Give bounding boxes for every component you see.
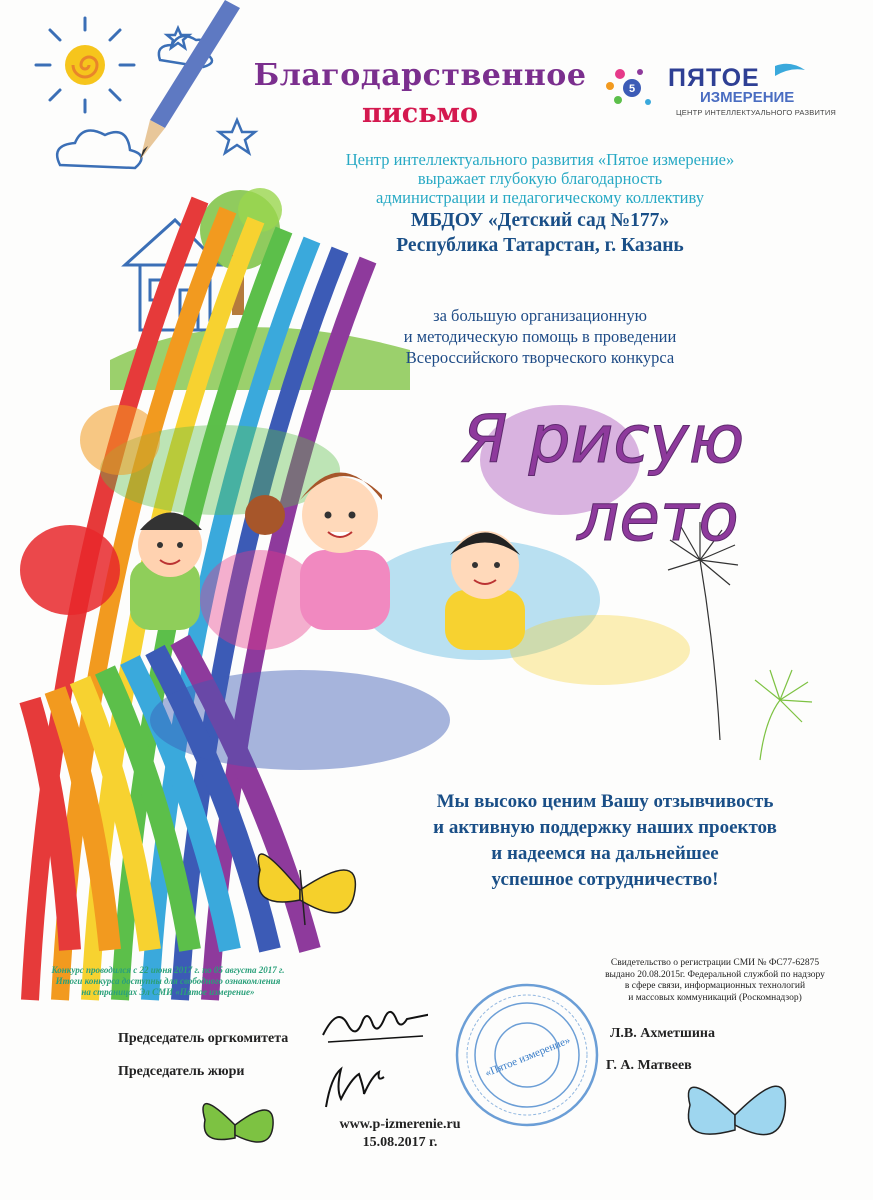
note-line: Итоги конкурса доступны для свободного ознакомления bbox=[55, 976, 281, 986]
contest-title-line1: Я рисую bbox=[461, 401, 745, 478]
note-line: и массовых коммуникаций (Роскомнадзор) bbox=[628, 992, 802, 1003]
logo-badge-number: 5 bbox=[628, 83, 636, 95]
contest-title-lettering bbox=[398, 390, 818, 560]
logo-name-second: ИЗМЕРЕНИЕ bbox=[700, 89, 795, 106]
note-line: Конкурс проводился с 22 июня 2017 г. по 05 августа 2017 г. bbox=[51, 965, 285, 975]
recipient-block bbox=[340, 208, 740, 258]
official-stamp bbox=[452, 980, 602, 1130]
dandelion-green-icon bbox=[755, 670, 812, 760]
butterfly-green-icon bbox=[203, 1104, 273, 1142]
closing-line: Мы высоко ценим Вашу отзывчивость bbox=[436, 791, 774, 812]
reason-line: и методическую помощь в проведении bbox=[403, 327, 677, 346]
intro-text bbox=[290, 150, 790, 207]
recipient-organization: МБДОУ «Детский сад №177» bbox=[410, 210, 670, 231]
closing-line: успешное сотрудничество! bbox=[491, 869, 719, 890]
intro-line: выражает глубокую благодарность bbox=[417, 169, 663, 188]
sun-icon bbox=[36, 18, 134, 112]
logo-tagline: ЦЕНТР ИНТЕЛЛЕКТУАЛЬНОГО РАЗВИТИЯ bbox=[676, 108, 837, 117]
signature-chair-org bbox=[318, 1000, 428, 1050]
document-title: Благодарственное bbox=[253, 58, 587, 93]
signature-chair-jury bbox=[318, 1062, 388, 1112]
child-figure-left bbox=[130, 513, 202, 631]
intro-line: Центр интеллектуального развития «Пятое измерение» bbox=[345, 150, 735, 169]
reason-text bbox=[330, 305, 750, 368]
note-line: Свидетельство о регистрации СМИ № ФС77-62875 bbox=[610, 958, 820, 968]
reason-line: Всероссийского творческого конкурса bbox=[405, 348, 675, 367]
closing-line: и активную поддержку наших проектов bbox=[433, 817, 777, 838]
chair-jury-name: Г. А. Матвеев bbox=[606, 1058, 692, 1073]
chair-jury-label: Председатель жюри bbox=[118, 1064, 245, 1079]
website-link[interactable]: www.p-izmerenie.ru bbox=[339, 1117, 461, 1132]
chair-org-name: Л.В. Ахметшина bbox=[610, 1026, 715, 1041]
document-subtitle: письмо bbox=[361, 98, 478, 129]
issue-date: 15.08.2017 г. bbox=[362, 1135, 438, 1150]
note-line: на страницах Эл СМИ «Пятое измерение» bbox=[81, 987, 255, 997]
recipient-location: Республика Татарстан, г. Казань bbox=[396, 235, 684, 256]
note-line: выдано 20.08.2015г. Федеральной службой по надзору bbox=[605, 969, 825, 980]
chair-org-label: Председатель оргкомитета bbox=[118, 1031, 289, 1046]
reason-line: за большую организационную bbox=[433, 306, 647, 325]
butterfly-blue-icon bbox=[688, 1086, 785, 1134]
contest-title-line2: лето bbox=[577, 479, 739, 556]
closing-text bbox=[390, 789, 820, 893]
note-line: в сфере связи, информационных технологий bbox=[624, 981, 806, 991]
stamp-center-text: «Пятое измерение» bbox=[483, 1034, 573, 1080]
closing-line: и надеемся на дальнейшее bbox=[491, 843, 719, 864]
registration-note bbox=[585, 958, 845, 1004]
logo-name: ПЯТОЕ bbox=[668, 64, 760, 92]
contest-dates-note bbox=[18, 965, 318, 998]
intro-line: администрации и педагогическому коллективу bbox=[376, 188, 704, 207]
